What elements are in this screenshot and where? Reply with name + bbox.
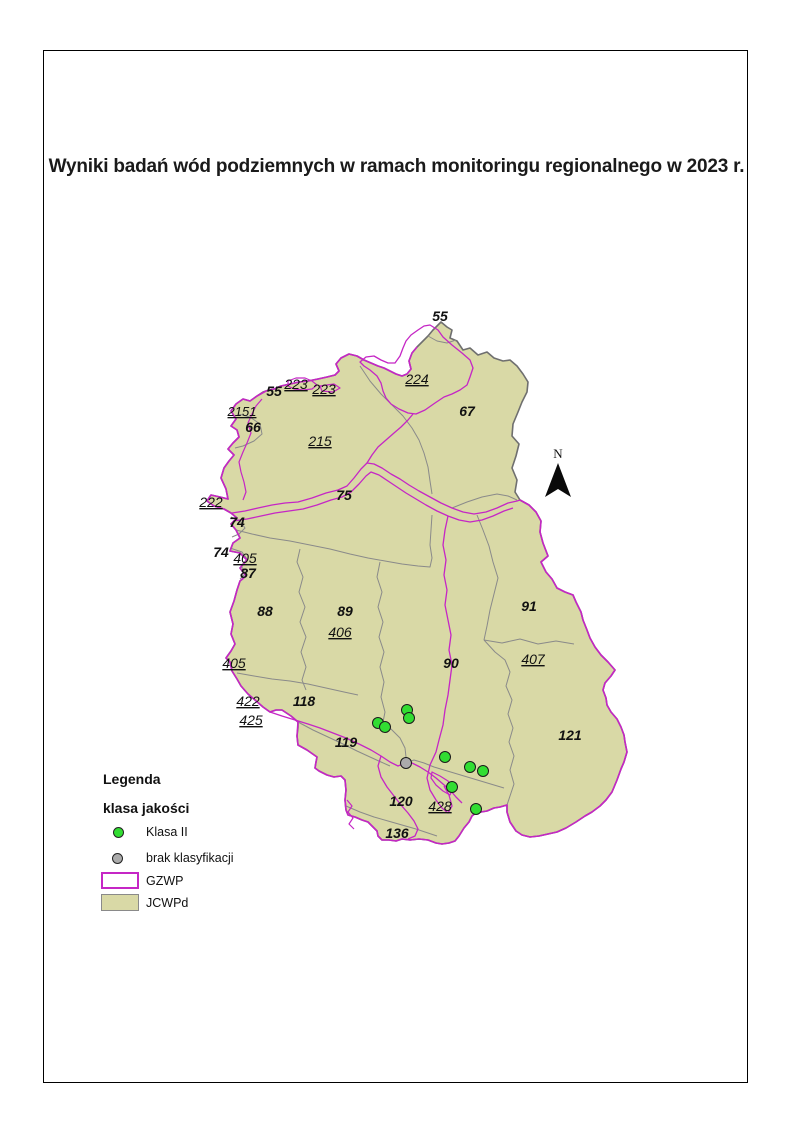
legend-item-jcwpd (101, 894, 188, 911)
monitoring-point-klasa2 (465, 762, 476, 773)
jcwpd-label: 87 (240, 565, 256, 581)
jcwpd-label: 136 (385, 825, 409, 841)
brak-dot-icon (112, 853, 123, 864)
north-arrow (545, 446, 571, 497)
jcwpd-label: 120 (389, 793, 413, 809)
gzwp-label: 222 (199, 494, 223, 510)
klasa2-dot-icon (113, 827, 124, 838)
jcwpd-swatch-icon (101, 894, 139, 911)
monitoring-point-brak (401, 758, 412, 769)
jcwpd-label: 119 (334, 734, 358, 750)
gzwp-swatch-icon (101, 872, 139, 889)
gzwp-label: 223 (312, 381, 336, 397)
jcwpd-label: 89 (337, 603, 353, 619)
legend-item-brak (112, 851, 234, 865)
gzwp-label: 428 (428, 798, 452, 814)
north-arrow-label: N (553, 446, 563, 461)
legend-item-label: JCWPd (146, 895, 189, 910)
legend-item-gzwp (101, 872, 184, 889)
monitoring-point-klasa2 (404, 713, 415, 724)
gzwp-label: 405 (233, 550, 257, 566)
legend-item-label: GZWP (146, 873, 184, 888)
jcwpd-label: 55 (266, 383, 282, 399)
jcwpd-label: 91 (521, 598, 537, 614)
jcwpd-label: 75 (336, 487, 352, 503)
legend-item-label: brak klasyfikacji (146, 851, 234, 865)
jcwpd-label: 88 (257, 603, 273, 619)
monitoring-point-klasa2 (440, 752, 451, 763)
page-title: Wyniki badań wód podziemnych w ramach monitoringu regionalnego w 2023 r. (48, 156, 745, 177)
gzwp-label: 405 (222, 655, 246, 671)
jcwpd-label: 74 (229, 514, 245, 530)
monitoring-point-klasa2 (478, 766, 489, 777)
jcwpd-label: 90 (443, 655, 459, 671)
jcwpd-label: 74 (213, 544, 229, 560)
gzwp-label: 223 (284, 376, 308, 392)
monitoring-point-klasa2 (447, 782, 458, 793)
gzwp-label: 407 (521, 651, 545, 667)
gzwp-label: 422 (236, 693, 260, 709)
jcwpd-label: 118 (292, 693, 316, 709)
monitoring-point-klasa2 (471, 804, 482, 815)
legend-item-klasa2 (113, 825, 188, 839)
gzwp-label: 425 (239, 712, 263, 728)
jcwpd-label: 121 (558, 727, 582, 743)
jcwpd-label: 67 (459, 403, 475, 419)
gzwp-label: 406 (328, 624, 352, 640)
legend-subtitle: klasa jakości (103, 800, 190, 816)
jcwpd-label: 55 (432, 308, 448, 324)
legend-item-label: Klasa II (146, 825, 188, 839)
jcwpd-label: 66 (245, 419, 261, 435)
gzwp-label: 2151 (227, 404, 257, 419)
legend-title: Legenda (103, 771, 161, 787)
gzwp-label: 215 (308, 433, 332, 449)
north-arrow-icon (545, 463, 571, 497)
gzwp-label: 224 (405, 371, 429, 387)
monitoring-point-klasa2 (380, 722, 391, 733)
